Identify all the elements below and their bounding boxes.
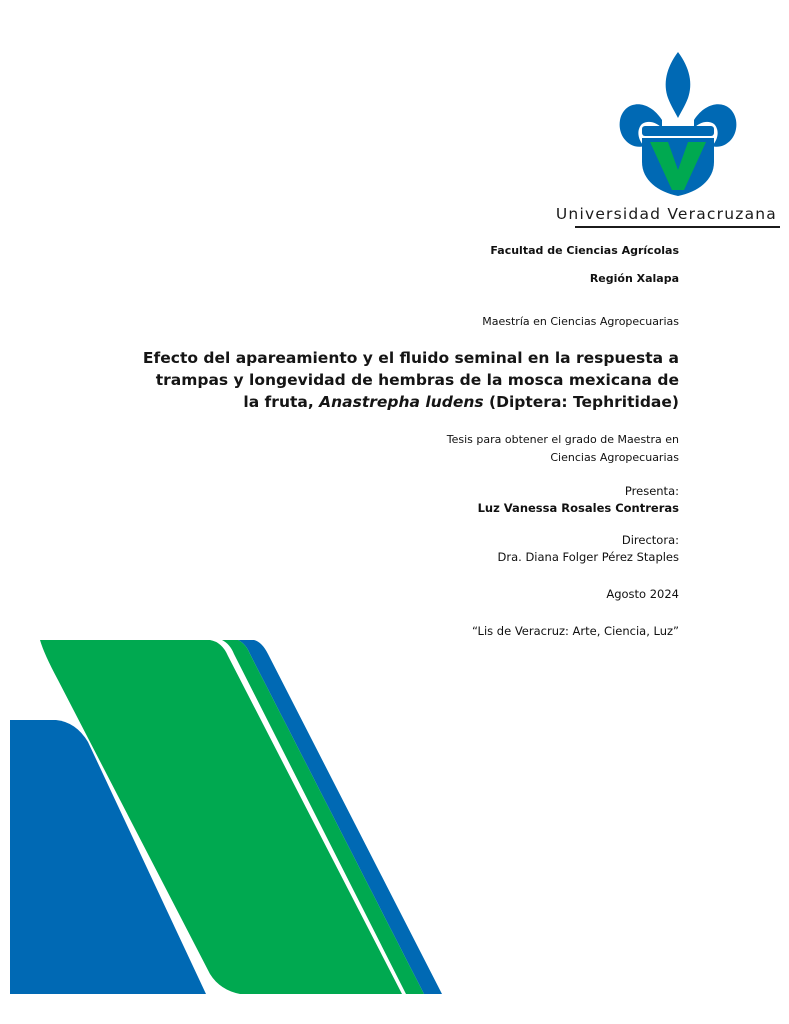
fleur-de-lis-v-logo-icon [618,50,738,198]
region-name: Región Xalapa [589,272,679,285]
presenter-name: Luz Vanessa Rosales Contreras [477,501,679,515]
faculty-name: Facultad de Ciencias Agrícolas [490,244,679,257]
thesis-date: Agosto 2024 [606,587,679,601]
species-name: Anastrepha ludens [319,393,484,411]
director-label: Directora: [621,533,679,547]
thesis-purpose-line-1: Tesis para obtener el grado de Maestra en [446,433,679,446]
title-line-3-prefix: la fruta, [243,393,320,411]
university-name: Universidad Veracruzana [555,205,777,223]
decorative-bands [0,630,789,1024]
title-line-3 [143,391,679,413]
university-motto: “Lis de Veracruz: Arte, Ciencia, Luz” [471,624,679,638]
director-name: Dra. Diana Folger Pérez Staples [497,550,679,564]
thesis-purpose-line-2: Ciencias Agropecuarias [550,451,679,464]
title-line-1: Efecto del apareamiento y el fluido seminal en la respuesta a [142,349,679,367]
header-rule [575,226,780,228]
title-line-3-suffix: (Diptera: Tephritidae) [483,393,679,411]
program-name: Maestría en Ciencias Agropecuarias [482,315,679,328]
presenter-label: Presenta: [624,484,679,498]
title-line-2: trampas y longevidad de hembras de la mosca mexicana de [155,371,679,389]
thesis-title [143,347,679,413]
